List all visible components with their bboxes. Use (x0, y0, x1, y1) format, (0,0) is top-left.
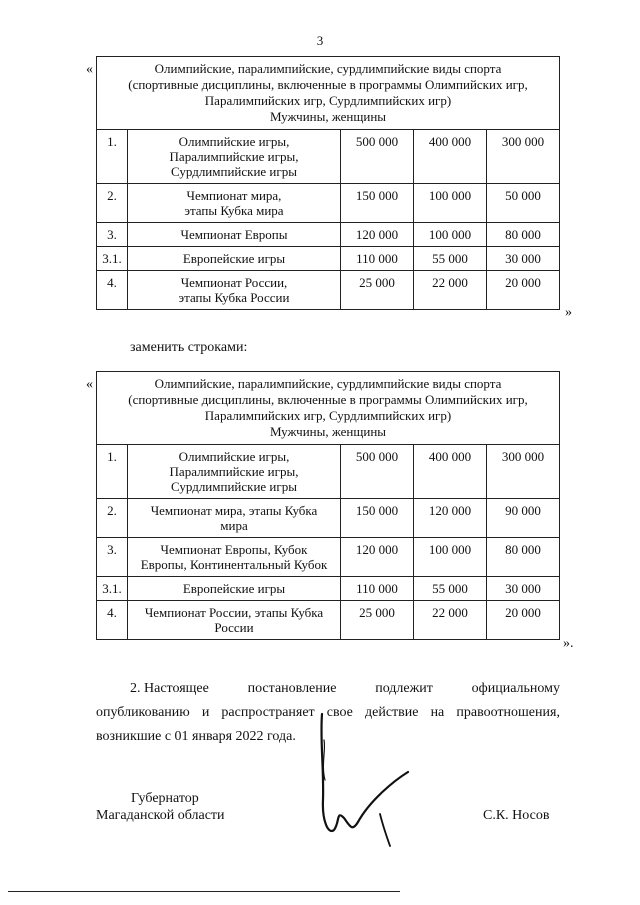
opening-quote-1: « (86, 62, 93, 77)
award-amount-1: 25 000 (341, 271, 414, 310)
paragraph-word: опубликованию (96, 705, 190, 720)
table-header-line: Паралимпийских игр, Сурдлимпийских игр) (204, 93, 452, 108)
competition-name-line: этапы Кубка России (178, 290, 290, 305)
row-number: 2. (97, 499, 128, 538)
paragraph-word: официальному (471, 681, 560, 696)
table-row (97, 184, 560, 223)
table-header-line: Олимпийские, паралимпийские, сурдлимпийские виды спорта (154, 376, 502, 391)
award-table-original (96, 56, 560, 310)
award-amount-2: 55 000 (414, 247, 487, 271)
competition-name-line: Сурдлимпийские игры (171, 164, 297, 179)
table-header-cell (97, 57, 560, 130)
competition-name-line: этапы Кубка мира (184, 203, 284, 218)
paragraph-word: постановление (247, 681, 337, 696)
table-header-row (97, 57, 560, 130)
award-amount-1: 120 000 (341, 538, 414, 577)
paragraph-word: действие (364, 705, 419, 720)
competition-name-line: Олимпийские игры, (178, 134, 290, 149)
competition-name (128, 130, 341, 184)
table-header-line: Олимпийские, паралимпийские, сурдлимпийские виды спорта (154, 61, 502, 76)
row-number: 4. (97, 601, 128, 640)
paragraph-word: свое (326, 705, 353, 720)
award-amount-3: 300 000 (487, 130, 560, 184)
award-amount-2: 22 000 (414, 601, 487, 640)
award-amount-3: 30 000 (487, 247, 560, 271)
award-amount-1: 500 000 (341, 130, 414, 184)
table-header-line: Мужчины, женщины (269, 109, 387, 124)
award-amount-3: 20 000 (487, 601, 560, 640)
signatory-title-line-2: Магаданской области (96, 808, 225, 823)
competition-name (128, 601, 341, 640)
award-amount-2: 400 000 (414, 445, 487, 499)
row-number: 4. (97, 271, 128, 310)
table-row (97, 445, 560, 499)
row-number: 1. (97, 130, 128, 184)
competition-name-line: Чемпионат России, этапы Кубка (144, 605, 324, 620)
paragraph-word: 2. Настоящее (130, 681, 209, 696)
award-amount-3: 50 000 (487, 184, 560, 223)
competition-name (128, 445, 341, 499)
table-header-line: Паралимпийских игр, Сурдлимпийских игр) (204, 408, 452, 423)
paragraph-word: и (201, 705, 210, 720)
table-row (97, 499, 560, 538)
award-amount-2: 400 000 (414, 130, 487, 184)
award-amount-2: 22 000 (414, 271, 487, 310)
award-amount-3: 80 000 (487, 223, 560, 247)
table-row (97, 130, 560, 184)
competition-name (128, 271, 341, 310)
award-amount-1: 150 000 (341, 184, 414, 223)
paragraph-word: подлежит (375, 681, 433, 696)
award-amount-3: 300 000 (487, 445, 560, 499)
row-number: 3. (97, 538, 128, 577)
competition-name-line: Паралимпийские игры, (169, 149, 299, 164)
closing-quote-2: ». (563, 636, 574, 651)
award-table-replacement (96, 371, 560, 640)
handwritten-signature (300, 710, 430, 850)
competition-name (128, 247, 341, 271)
replace-caption: заменить строками: (130, 340, 248, 355)
table-header-line: (спортивные дисциплины, включенные в программы Олимпийских игр, (128, 77, 528, 92)
competition-name-line: мира (220, 518, 248, 533)
table-header-line: (спортивные дисциплины, включенные в программы Олимпийских игр, (128, 392, 528, 407)
award-amount-2: 100 000 (414, 184, 487, 223)
paragraph-word: на (430, 705, 445, 720)
row-number: 2. (97, 184, 128, 223)
table-row (97, 538, 560, 577)
competition-name-line: Чемпионат Европы (180, 227, 288, 242)
row-number: 3.1. (97, 577, 128, 601)
competition-name-line: Олимпийские игры, (178, 449, 290, 464)
closing-quote-1: » (565, 305, 572, 320)
award-amount-3: 80 000 (487, 538, 560, 577)
competition-name-line: Чемпионат России, (180, 275, 288, 290)
competition-name-line: России (214, 620, 254, 635)
award-amount-1: 110 000 (341, 247, 414, 271)
award-amount-1: 120 000 (341, 223, 414, 247)
row-number: 1. (97, 445, 128, 499)
paragraph-line-1 (96, 677, 560, 701)
award-amount-3: 20 000 (487, 271, 560, 310)
table-row (97, 271, 560, 310)
table-header-row (97, 372, 560, 445)
award-amount-3: 90 000 (487, 499, 560, 538)
row-number: 3.1. (97, 247, 128, 271)
signatory-name: С.К. Носов (483, 808, 550, 823)
competition-name-line: Чемпионат Европы, Кубок (160, 542, 308, 557)
opening-quote-2: « (86, 377, 93, 392)
award-amount-3: 30 000 (487, 577, 560, 601)
competition-name-line: Чемпионат мира, (186, 188, 282, 203)
paragraph-word: правоотношения, (456, 705, 560, 720)
competition-name-line: Европы, Континентальный Кубок (140, 557, 328, 572)
paragraph-line-3: возникшие с 01 января 2022 года. (96, 729, 296, 744)
page-number: 3 (316, 33, 324, 48)
competition-name (128, 538, 341, 577)
competition-name (128, 577, 341, 601)
award-amount-1: 150 000 (341, 499, 414, 538)
signatory-title (96, 790, 225, 824)
table-header-line: Мужчины, женщины (269, 424, 387, 439)
table-row (97, 577, 560, 601)
row-number: 3. (97, 223, 128, 247)
competition-name (128, 223, 341, 247)
table-row (97, 247, 560, 271)
competition-name-line: Паралимпийские игры, (169, 464, 299, 479)
award-amount-1: 25 000 (341, 601, 414, 640)
competition-name-line: Европейские игры (182, 581, 286, 596)
competition-name-line: Европейские игры (182, 251, 286, 266)
signatory-title-line-1: Губернатор (131, 791, 199, 806)
award-amount-1: 500 000 (341, 445, 414, 499)
table-row (97, 601, 560, 640)
competition-name-line: Чемпионат мира, этапы Кубка (150, 503, 318, 518)
award-amount-2: 120 000 (414, 499, 487, 538)
paragraph-word: распространяет (221, 705, 315, 720)
award-amount-2: 100 000 (414, 538, 487, 577)
table-row (97, 223, 560, 247)
award-amount-2: 100 000 (414, 223, 487, 247)
table-header-cell (97, 372, 560, 445)
award-amount-2: 55 000 (414, 577, 487, 601)
competition-name (128, 499, 341, 538)
award-amount-1: 110 000 (341, 577, 414, 601)
competition-name-line: Сурдлимпийские игры (171, 479, 297, 494)
footer-rule (8, 891, 400, 892)
competition-name (128, 184, 341, 223)
